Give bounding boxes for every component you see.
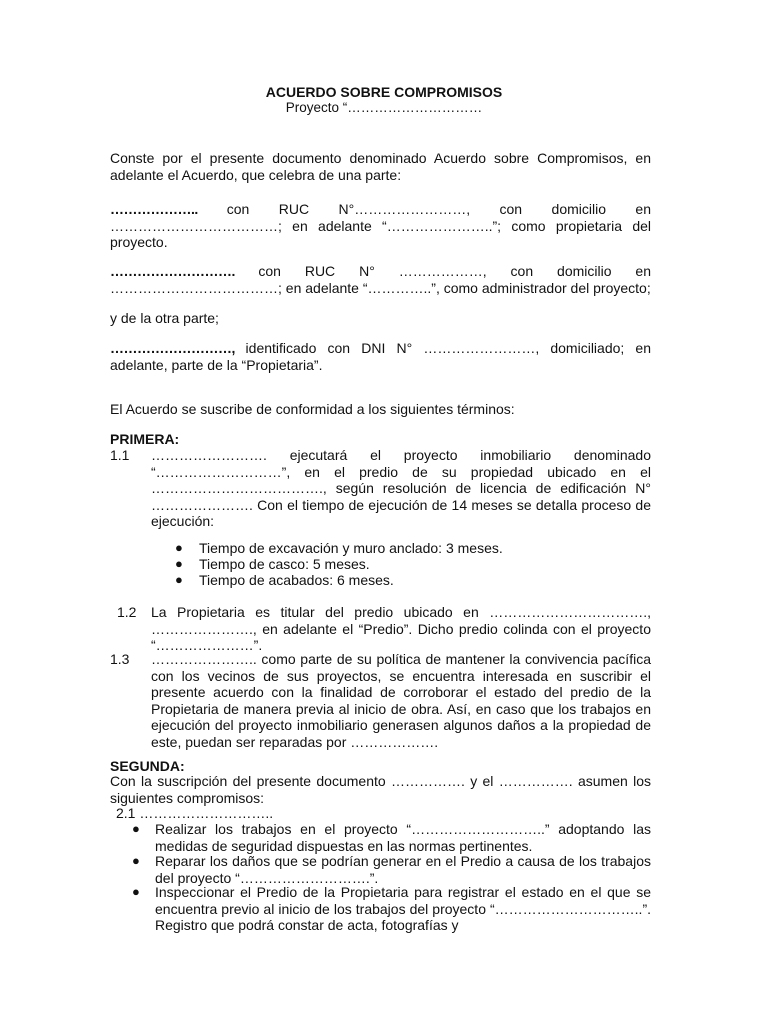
other-party-line: y de la otra parte; [110,310,219,326]
intro-paragraph: Conste por el presente documento denominado Acuerdo sobre Compromisos, en adelante el Acuerdo, que celebra de una parte: [110,150,651,183]
clause-1-1-number: 1.1 [110,447,130,463]
clause-1-1-text: ……………………. ejecutará el proyecto inmobiliario denominado “………………………”, en el predio de su propiedad ubicado en el ………………………………., según resolución de licencia de edificación N° …………………. Con el tiempo de ejecución de 14 meses se detalla proceso de ejecución: [151,447,651,529]
party3-name: ………………………, [110,340,246,356]
document-title: ACUERDO SOBRE COMPROMISOS [265,84,503,100]
segunda-bullet-3: Inspeccionar el Predio de la Propietaria para registrar el estado en el que se encuentra previo al inicio de los trabajos del proyecto “…………………………..”. Registro que podrá constar de acta, fotografías y [155,884,651,933]
terms-intro: El Acuerdo se suscribe de conformidad a los siguientes términos: [110,401,515,417]
party1-paragraph [110,201,651,251]
segunda-heading: SEGUNDA: [110,758,185,774]
bullet-dot: ● [175,540,183,555]
bullet-dot: ● [175,572,183,587]
party1-name: ……………….. [110,201,227,217]
bullet-dot: ● [175,556,183,571]
party1-text: con RUC N°……………………, con domicilio en ………………………………; en adelante “…………………..”; como propietaria del proyecto. [110,201,651,250]
clause-1-2-number: 1.2 [117,604,137,620]
document-subtitle: Proyecto “………………………… [285,100,483,115]
primera-bullet-3: Tiempo de acabados: 6 meses. [199,572,394,588]
bullet-dot: ● [132,884,140,899]
segunda-intro: Con la suscripción del presente documento ……………. y el ……………. asumen los siguientes compromisos: [110,773,651,806]
bullet-dot: ● [132,853,140,868]
segunda-bullet-1: Realizar los trabajos en el proyecto “………………………..” adoptando las medidas de seguridad dispuestas en las normas pertinentes. [155,821,651,854]
party2-text: con RUC N° ………………, con domicilio en ………………………………; en adelante “…………..”, como administrador del proyecto; [110,263,652,296]
bullet-dot: ● [132,821,140,836]
party3-paragraph [110,340,651,373]
primera-bullet-2: Tiempo de casco: 5 meses. [199,556,370,572]
party2-name: ………………………. [110,263,259,279]
party2-paragraph [110,263,651,296]
clause-1-2-text: La Propietaria es titular del predio ubicado en ……………………………., …………………., en adelante el “Predio”. Dicho predio colinda con el proyecto “…………………”. [151,604,651,653]
primera-bullet-1: Tiempo de excavación y muro anclado: 3 meses. [199,540,503,556]
party3-text: identificado con DNI N° ……………………, domiciliado; en adelante, parte de la “Propietaria”. [110,340,652,373]
clause-1-3-text: ………………….. como parte de su política de mantener la convivencia pacífica con los vecinos de sus proyectos, se encuentra interesada en suscribir el presente acuerdo con la finalidad de corroborar el estado del predio de la Propietaria de manera previa al inicio de obra. Así, en caso que los trabajos en ejecución del proyecto inmobiliario generasen algunos daños a la propiedad de este, puedan ser reparadas por ………………. [151,651,651,750]
primera-heading: PRIMERA: [110,431,180,447]
clause-2-1: 2.1 ……………………….. [116,805,274,821]
clause-1-3-number: 1.3 [110,651,130,667]
segunda-bullet-2: Reparar los daños que se podrían generar en el Predio a causa de los trabajos del proyecto “……………………….”. [155,853,651,886]
